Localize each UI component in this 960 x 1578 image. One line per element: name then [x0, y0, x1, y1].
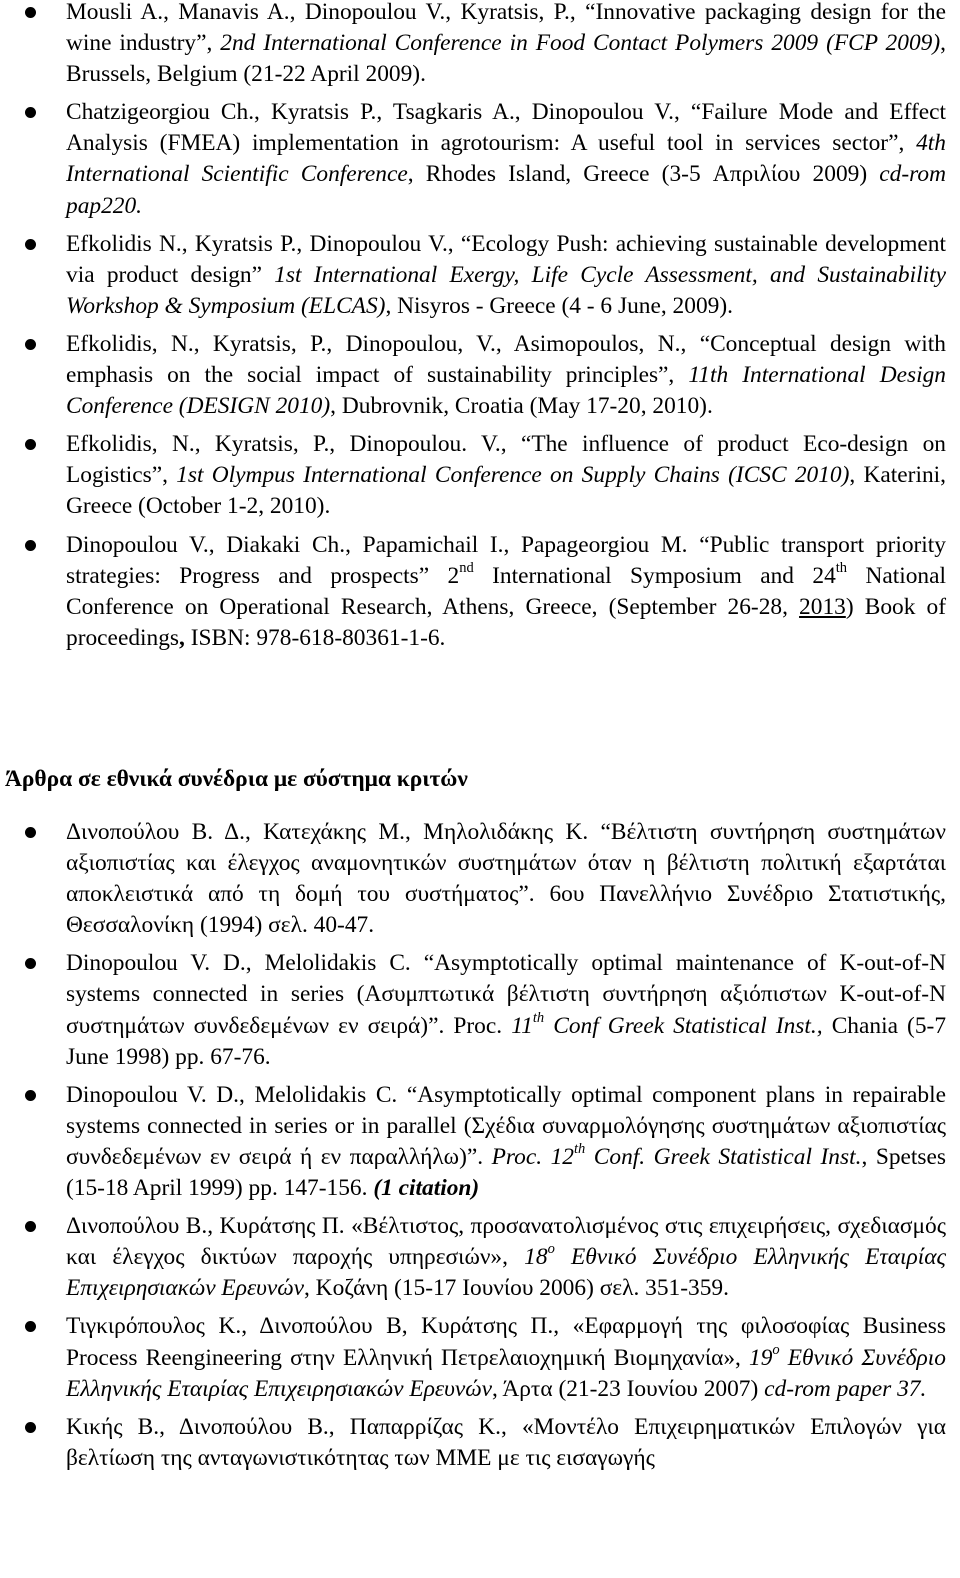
- bullet-icon: [25, 7, 36, 18]
- reference-text: , Brussels, Belgium (21-22 April 2009).: [66, 30, 946, 88]
- reference-text: Efkolidis, N., Kyratsis, P., Dinopoulou. V., “The influence of product Eco-design on Logistics”,: [66, 431, 946, 489]
- reference-text: 2nd International Conference in Food Contact Polymers 2009 (FCP 2009): [220, 30, 941, 57]
- reference-text: Τιγκιρόπουλος Κ., Δινοπούλου Β, Κυράτσης Π., «Εφαρμογή της φιλοσοφίας Business Process Reengineering στην Ελληνική Πετρελαιοχημική Βιομηχανία»,: [66, 1313, 946, 1371]
- bullet-icon: [25, 239, 36, 250]
- reference-text: 1st Olympus International Conference on Supply Chains (ICSC 2010): [176, 462, 850, 489]
- reference-item: [0, 0, 960, 90]
- reference-text: ,: [179, 624, 185, 651]
- bullet-icon: [25, 1422, 36, 1433]
- bullet-icon: [25, 958, 36, 969]
- reference-text: , Dubrovnik, Croatia (May 17-20, 2010).: [330, 393, 713, 420]
- reference-item: [0, 1211, 960, 1304]
- bullet-icon: [25, 540, 36, 551]
- reference-item: [0, 1311, 960, 1404]
- reference-text: Dinopoulou V., Diakaki Ch., Papamichail I., Papageorgiou M. “Public transport priority strategies: Progress and prospects” 2: [66, 531, 946, 589]
- reference-item: [0, 530, 960, 654]
- reference-text: Proc. 12: [491, 1143, 574, 1170]
- reference-text: 11th International Design Conference (DESIGN 2010): [66, 362, 946, 420]
- reference-text: Conf. Greek Statistical Inst.: [585, 1143, 862, 1170]
- reference-text: 1st International Exergy, Life Cycle Assessment, and Sustainability Workshop & Symposium (ELCAS): [66, 261, 946, 319]
- reference-text: ο: [547, 1241, 555, 1258]
- reference-item: [0, 229, 960, 322]
- reference-text: 18: [524, 1244, 548, 1271]
- reference-text: , Rhodes Island, Greece (3-5 Απριλίου 2009): [407, 161, 880, 188]
- reference-item: [0, 817, 960, 941]
- bullet-icon: [25, 107, 36, 118]
- reference-text: Dinopoulou V. D., Melolidakis C. “Asymptotically optimal maintenance of K-out-of-N systems connected in series (Ασυμπτωτικά βέλτιστη συντήρηση αξιόπιστων K-out-of-N συστημάτων συνδεδεμένων εν σειρά)”. Proc.: [66, 950, 946, 1039]
- reference-text: th: [835, 559, 848, 576]
- reference-text: Mousli A., Manavis A., Dinopoulou V., Kyratsis, P., “Innovative packaging design for the wine industry”,: [66, 0, 946, 57]
- reference-text: nd: [459, 559, 474, 576]
- bullet-icon: [25, 827, 36, 838]
- reference-text: 2013: [799, 593, 846, 620]
- reference-text: ISBN: 978-618-80361-1-6.: [184, 624, 446, 651]
- reference-text: Dinopoulou V. D., Melolidakis C. “Asymptotically optimal component plans in repairable systems connected in series or in parallel (Σχέδια συναρμολόγησης συστημάτων αξιοπιστίας συνδεδεμένων εν σειρά ή εν παραλλήλω)”.: [66, 1081, 946, 1170]
- reference-text: ) Book of proceedings: [66, 593, 946, 651]
- reference-text: Δινοπούλου Β., Κυράτσης Π. «Βέλτιστος, προσανατολισμένος στις επιχειρήσεις, σχεδιασμός και έλεγχος δικτύων παροχής υπηρεσιών»,: [66, 1213, 946, 1271]
- reference-text: Εθνικό Συνέδριο Ελληνικής Εταιρίας Επιχειρησιακών Ερευνών: [66, 1244, 946, 1302]
- reference-text: Εθνικό Συνέδριο Ελληνικής Εταιρίας Επιχειρησιακών Ερευνών: [66, 1344, 946, 1402]
- reference-text: National Conference on Operational Research, Athens, Greece, (September 26-28,: [66, 562, 946, 620]
- bullet-icon: [25, 1221, 36, 1232]
- bullet-icon: [25, 1321, 36, 1332]
- reference-text: 11: [511, 1012, 533, 1039]
- bullet-icon: [25, 439, 36, 450]
- reference-text: cd-rom paper 37.: [764, 1375, 927, 1402]
- reference-text: Chatzigeorgiou Ch., Kyratsis P., Tsagkaris A., Dinopoulou V., “Failure Mode and Effect Analysis (FMEA) implementation in agrotourism: A useful tool in services sector”,: [66, 99, 946, 157]
- reference-text: (1 citation): [373, 1175, 480, 1202]
- national-conference-list: [0, 817, 960, 1481]
- reference-text: , Κοζάνη (15-17 Ιουνίου 2006) σελ. 351-359.: [303, 1275, 729, 1302]
- reference-item: [0, 1080, 960, 1204]
- reference-text: 4th International Scientific Conference: [66, 130, 946, 188]
- reference-text: Chania (5-7 June 1998) pp. 67-76.: [66, 1012, 947, 1070]
- reference-text: th: [532, 1009, 545, 1026]
- reference-item: [0, 948, 960, 1072]
- reference-text: 19: [749, 1344, 773, 1371]
- reference-text: cd-rom pap220.: [66, 161, 946, 219]
- reference-text: , Nisyros - Greece (4 - 6 June, 2009).: [385, 292, 733, 319]
- bullet-icon: [25, 1090, 36, 1101]
- reference-item: [0, 429, 960, 522]
- reference-text: Conf Greek Statistical Inst.,: [544, 1012, 823, 1039]
- reference-text: , Spetses (15-18 April 1999) pp. 147-156.: [66, 1143, 946, 1202]
- reference-item: [0, 97, 960, 221]
- reference-text: Efkolidis, N., Kyratsis, P., Dinopoulou, V., Asimopoulos, N., “Conceptual design with emphasis on the social impact of sustainability principles”,: [66, 330, 946, 389]
- reference-item: [0, 329, 960, 422]
- bullet-icon: [25, 339, 36, 350]
- reference-text: Κικής Β., Δινοπούλου Β., Παπαρρίζας Κ., «Μοντέλο Επιχειρηματικών Επιλογών για βελτίωση της ανταγωνιστικότητας των ΜΜΕ με τις εισαγωγής: [66, 1413, 946, 1471]
- international-conference-list: [0, 0, 960, 661]
- reference-text: th: [573, 1141, 586, 1158]
- reference-text: Δινοπούλου Β. Δ., Κατεχάκης Μ., Μηλολιδάκης Κ. “Βέλτιστη συντήρηση συστημάτων αξιοπιστίας και έλεγχος αναμονητικών συστημάτων όταν η βέλτιστη πολιτική εξαρτάται αποκλειστικά από τη δομή του συστήματος”. 6ου Πανελλήνιο Συνέδριο Στατιστικής, Θεσσαλονίκη (1994) σελ. 40-47.: [66, 819, 946, 939]
- reference-text: Efkolidis N., Kyratsis P., Dinopoulou V., “Ecology Push: achieving sustainable development via product design”: [66, 230, 946, 288]
- section-heading-national-conferences: Άρθρα σε εθνικά συνέδρια με σύστημα κριτών: [5, 766, 468, 792]
- reference-text: , Άρτα (21-23 Ιουνίου 2007): [491, 1375, 765, 1402]
- reference-item: [0, 1412, 960, 1474]
- reference-text: , Katerini, Greece (October 1-2, 2010).: [66, 462, 946, 520]
- reference-text: International Symposium and 24: [473, 562, 836, 589]
- reference-text: ο: [772, 1341, 780, 1358]
